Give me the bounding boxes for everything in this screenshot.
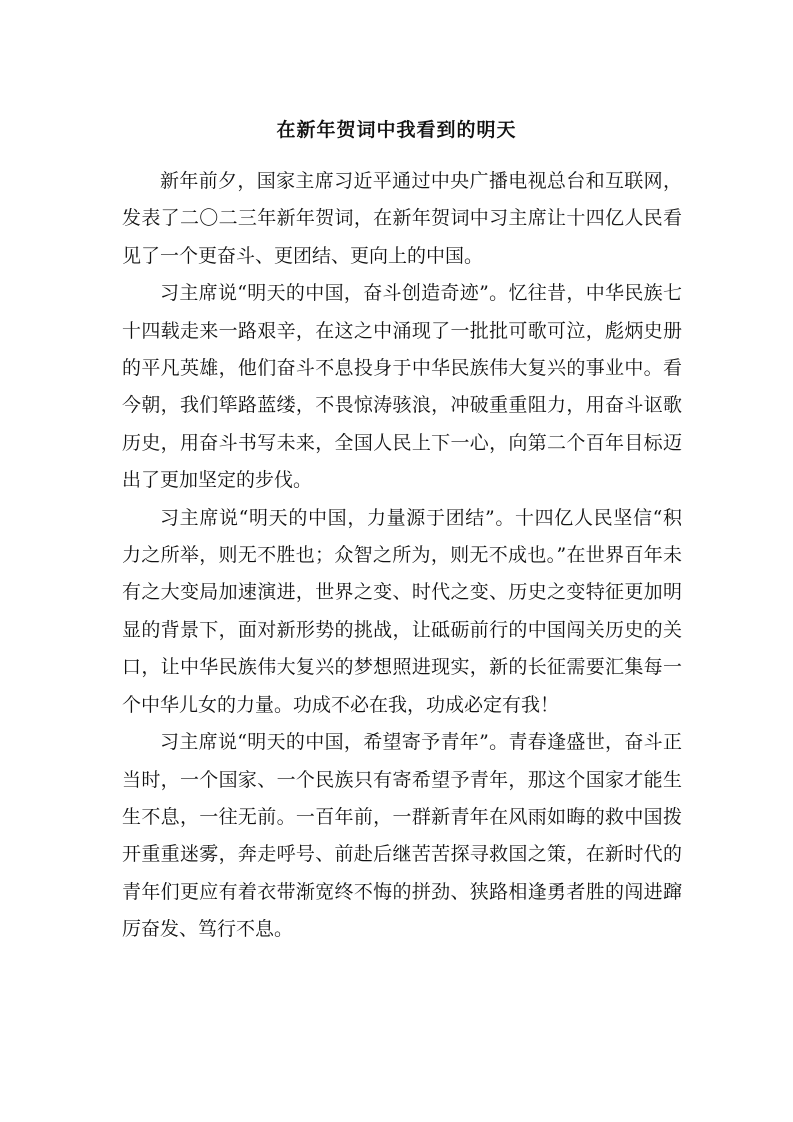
paragraph-4: 习主席说“明天的中国，希望寄予青年”。青春逢盛世，奋斗正当时，一个国家、一个民族只有寄希望予青年，那这个国家才能生生不息，一往无前。一百年前，一群新青年在风雨如晦的救中国拨开重重迷雾，奔走呼号、前赴后继苦苦探寻救国之策，在新时代的青年们更应有着衣带渐宽终不悔的拼劲、狭路相逢勇者胜的闯进蹿厉奋发、笃行不息。 [122,731,682,941]
document-title: 在新年贺词中我看到的明天 [276,118,517,141]
paragraph-3: 习主席说“明天的中国，力量源于团结”。十四亿人民坚信“积力之所举，则无不胜也；众智之所为，则无不成也。”在世界百年未有之大变局加速演进，世界之变、时代之变、历史之变特征更加明显的背景下，面对新形势的挑战，让砥砺前行的中国闯关历史的关口，让中华民族伟大复兴的梦想照进现实，新的长征需要汇集每一个中华儿女的力量。功成不必在我，功成必定有我！ [122,506,682,716]
document-body [122,163,682,949]
paragraph-1: 新年前夕，国家主席习近平通过中央广播电视总台和互联网，发表了二〇二三年新年贺词，在新年贺词中习主席让十四亿人民看见了一个更奋斗、更团结、更向上的中国。 [122,170,682,267]
paragraph-2: 习主席说“明天的中国，奋斗创造奇迹”。忆往昔，中华民族七十四载走来一路艰辛，在这之中涌现了一批批可歌可泣，彪炳史册的平凡英雄，他们奋斗不息投身于中华民族伟大复兴的事业中。看今朝，我们筚路蓝缕，不畏惊涛骇浪，冲破重重阻力，用奋斗讴歌历史，用奋斗书写未来，全国人民上下一心，向第二个百年目标迈出了更加坚定的步伐。 [122,282,682,492]
